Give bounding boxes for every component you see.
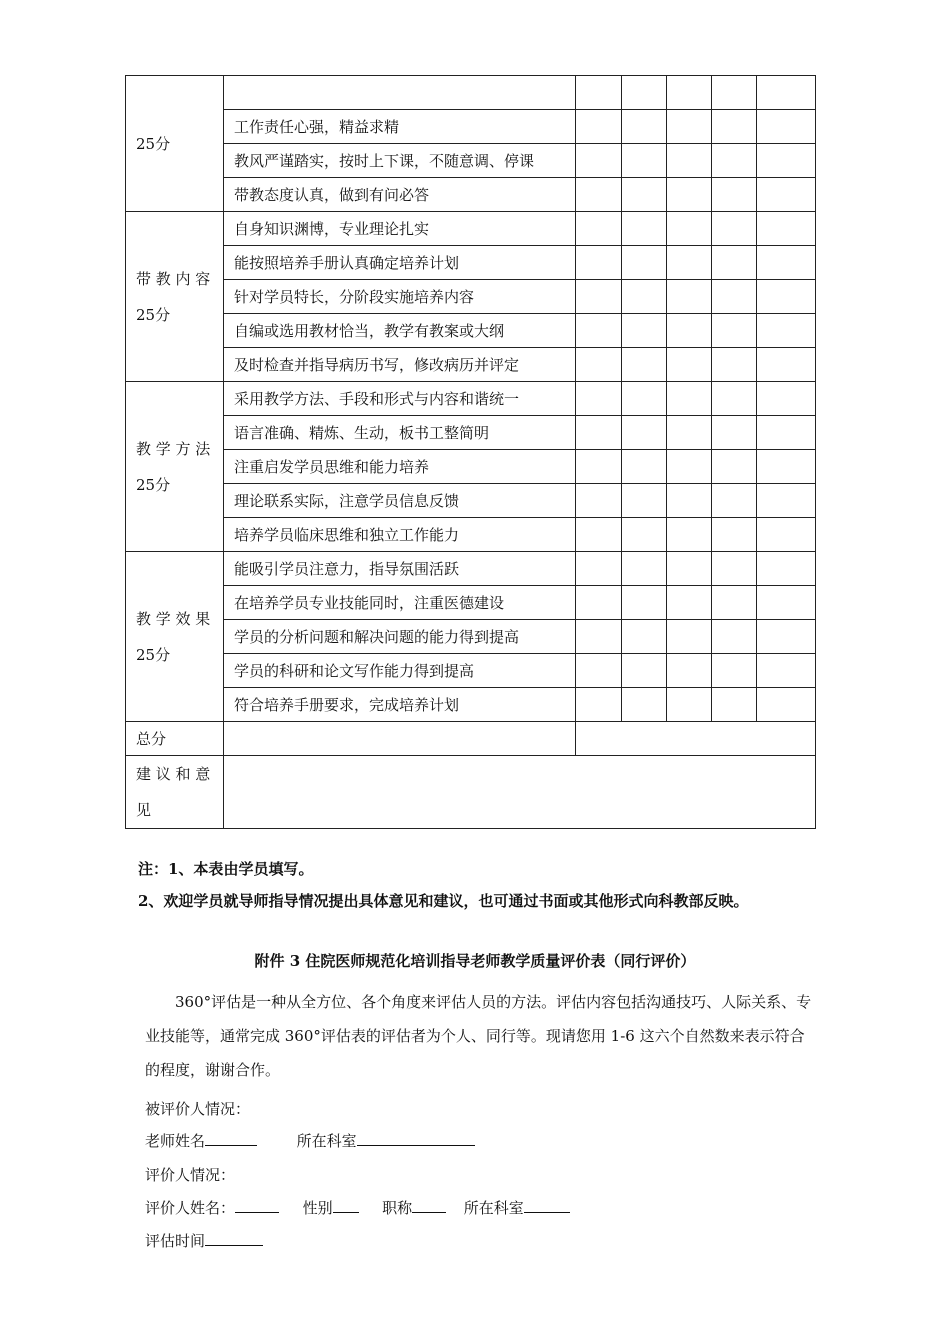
table-row <box>126 586 816 620</box>
rating-cell[interactable] <box>712 314 757 348</box>
rating-cell[interactable] <box>576 654 622 688</box>
rating-cell[interactable] <box>667 654 712 688</box>
rating-cell[interactable] <box>712 110 757 144</box>
rating-cell[interactable] <box>576 314 622 348</box>
rating-cell[interactable] <box>622 110 667 144</box>
rating-cell[interactable] <box>622 382 667 416</box>
rating-cell[interactable] <box>667 552 712 586</box>
rating-cell[interactable] <box>757 586 816 620</box>
table-row <box>126 144 816 178</box>
rating-cell[interactable] <box>712 382 757 416</box>
rating-cell[interactable] <box>622 620 667 654</box>
rating-cell[interactable] <box>622 178 667 212</box>
table-row <box>126 110 816 144</box>
rating-cell[interactable] <box>757 76 816 110</box>
rating-cell[interactable] <box>576 212 622 246</box>
suggestion-label-line1: 建 议 和 意 <box>136 765 211 783</box>
dept-field[interactable] <box>357 1129 475 1146</box>
rating-cell[interactable] <box>622 586 667 620</box>
rating-cell[interactable] <box>667 518 712 552</box>
rating-cell[interactable] <box>667 450 712 484</box>
rating-cell[interactable] <box>667 416 712 450</box>
table-row <box>126 348 816 382</box>
rating-cell[interactable] <box>622 450 667 484</box>
rating-cell[interactable] <box>667 246 712 280</box>
time-row <box>145 1225 263 1257</box>
table-row <box>126 688 816 722</box>
rating-cell[interactable] <box>667 144 712 178</box>
title-field[interactable] <box>412 1196 446 1213</box>
gender-label: 性别 <box>302 1199 333 1217</box>
rating-cell[interactable] <box>576 348 622 382</box>
rating-cell[interactable] <box>667 484 712 518</box>
criterion-cell <box>224 76 576 110</box>
rating-cell[interactable] <box>712 246 757 280</box>
rating-cell[interactable] <box>576 246 622 280</box>
rating-cell[interactable] <box>576 382 622 416</box>
category-score: 25分 <box>136 134 171 153</box>
suggestion-field[interactable] <box>224 756 816 829</box>
category-cell <box>126 76 224 212</box>
category-cell <box>126 212 224 382</box>
rating-cell[interactable] <box>576 416 622 450</box>
notes <box>138 853 748 917</box>
rating-cell[interactable] <box>667 382 712 416</box>
rating-cell[interactable] <box>576 76 622 110</box>
evaluator-name-field[interactable] <box>235 1196 279 1213</box>
dept-label: 所在科室 <box>296 1132 357 1150</box>
criterion-cell: 学员的科研和论文写作能力得到提高 <box>224 654 576 688</box>
rating-cell[interactable] <box>757 280 816 314</box>
table-row <box>126 416 816 450</box>
criterion-cell: 培养学员临床思维和独立工作能力 <box>224 518 576 552</box>
rating-cell[interactable] <box>712 144 757 178</box>
note-line-1: 注：1、本表由学员填写。 <box>138 860 314 878</box>
evaluatee-row <box>145 1125 475 1157</box>
rating-cell[interactable] <box>667 280 712 314</box>
rating-cell[interactable] <box>667 110 712 144</box>
rating-cell[interactable] <box>576 518 622 552</box>
rating-cell[interactable] <box>622 654 667 688</box>
gender-field[interactable] <box>333 1196 359 1213</box>
teacher-name-field[interactable] <box>205 1129 257 1146</box>
evaluator-dept-field[interactable] <box>524 1196 570 1213</box>
suggestion-row <box>126 756 816 829</box>
table-row <box>126 382 816 416</box>
category-name: 教 学 方 法 <box>136 439 211 458</box>
time-field[interactable] <box>205 1229 263 1246</box>
rating-cell[interactable] <box>576 484 622 518</box>
table-row <box>126 212 816 246</box>
rating-cell[interactable] <box>622 280 667 314</box>
rating-cell[interactable] <box>712 178 757 212</box>
rating-cell[interactable] <box>622 416 667 450</box>
rating-cell[interactable] <box>757 212 816 246</box>
evaluation-table <box>125 75 816 829</box>
criterion-cell: 语言准确、精炼、生动，板书工整简明 <box>224 416 576 450</box>
criterion-cell: 带教态度认真，做到有问必答 <box>224 178 576 212</box>
rating-cell[interactable] <box>622 76 667 110</box>
rating-cell[interactable] <box>576 280 622 314</box>
evaluator-row <box>145 1192 570 1224</box>
rating-cell[interactable] <box>757 178 816 212</box>
rating-cell[interactable] <box>757 416 816 450</box>
rating-cell[interactable] <box>576 144 622 178</box>
rating-cell[interactable] <box>712 552 757 586</box>
rating-cell[interactable] <box>667 76 712 110</box>
rating-cell[interactable] <box>712 416 757 450</box>
criterion-cell: 学员的分析问题和解决问题的能力得到提高 <box>224 620 576 654</box>
criterion-cell: 理论联系实际，注意学员信息反馈 <box>224 484 576 518</box>
rating-cell[interactable] <box>576 620 622 654</box>
rating-cell[interactable] <box>712 450 757 484</box>
rating-cell[interactable] <box>757 552 816 586</box>
total-label: 总分 <box>126 722 224 756</box>
rating-cell[interactable] <box>667 348 712 382</box>
rating-cell[interactable] <box>712 76 757 110</box>
rating-cell[interactable] <box>757 688 816 722</box>
criterion-cell: 自身知识渊博，专业理论扎实 <box>224 212 576 246</box>
rating-cell[interactable] <box>757 144 816 178</box>
rating-cell[interactable] <box>576 110 622 144</box>
rating-cell[interactable] <box>757 518 816 552</box>
time-label: 评估时间 <box>145 1232 206 1250</box>
rating-cell[interactable] <box>622 484 667 518</box>
rating-cell[interactable] <box>757 450 816 484</box>
criterion-cell: 在培养学员专业技能同时，注重医德建设 <box>224 586 576 620</box>
rating-cell[interactable] <box>712 212 757 246</box>
criterion-cell: 能吸引学员注意力，指导氛围活跃 <box>224 552 576 586</box>
total-row <box>126 722 816 756</box>
rating-cell[interactable] <box>757 314 816 348</box>
rating-cell[interactable] <box>667 620 712 654</box>
category-cell <box>126 382 224 552</box>
evaluator-dept-label: 所在科室 <box>463 1199 524 1217</box>
title-label: 职称 <box>382 1199 413 1217</box>
suggestion-label-line2: 见 <box>136 801 152 819</box>
rating-cell[interactable] <box>622 212 667 246</box>
rating-cell[interactable] <box>622 314 667 348</box>
table-row <box>126 280 816 314</box>
rating-cell[interactable] <box>712 688 757 722</box>
rating-cell[interactable] <box>712 586 757 620</box>
table-row <box>126 314 816 348</box>
rating-cell[interactable] <box>757 484 816 518</box>
rating-cell[interactable] <box>576 688 622 722</box>
rating-cell[interactable] <box>576 450 622 484</box>
rating-cell[interactable] <box>712 348 757 382</box>
rating-cell[interactable] <box>576 178 622 212</box>
rating-cell[interactable] <box>757 348 816 382</box>
evaluator-name-label: 评价人姓名： <box>145 1199 236 1217</box>
rating-cell[interactable] <box>622 552 667 586</box>
rating-cell[interactable] <box>757 246 816 280</box>
rating-cell[interactable] <box>622 348 667 382</box>
category-name: 带 教 内 容 <box>136 269 211 288</box>
category-name: 教 学 效 果 <box>136 609 211 628</box>
evaluator-heading: 评价人情况： <box>145 1166 236 1184</box>
table-row <box>126 552 816 586</box>
rating-cell[interactable] <box>757 654 816 688</box>
rating-cell[interactable] <box>622 518 667 552</box>
rating-cell[interactable] <box>712 518 757 552</box>
rating-cell[interactable] <box>576 586 622 620</box>
suggestion-label <box>126 756 224 829</box>
rating-cell[interactable] <box>757 110 816 144</box>
rating-cell[interactable] <box>757 620 816 654</box>
category-cell <box>126 552 224 722</box>
rating-cell[interactable] <box>622 144 667 178</box>
total-score-cell[interactable] <box>576 722 816 756</box>
table-row <box>126 518 816 552</box>
teacher-name-label: 老师姓名 <box>145 1132 206 1150</box>
criterion-cell: 及时检查并指导病历书写，修改病历并评定 <box>224 348 576 382</box>
criterion-cell: 工作责任心强，精益求精 <box>224 110 576 144</box>
criterion-cell: 自编或选用教材恰当，教学有教案或大纲 <box>224 314 576 348</box>
criterion-cell: 注重启发学员思维和能力培养 <box>224 450 576 484</box>
evaluatee-heading: 被评价人情况： <box>145 1100 251 1118</box>
table-row <box>126 620 816 654</box>
table-row <box>126 246 816 280</box>
table-row <box>126 484 816 518</box>
rating-cell[interactable] <box>667 212 712 246</box>
rating-cell[interactable] <box>667 586 712 620</box>
table-row <box>126 450 816 484</box>
rating-cell[interactable] <box>667 178 712 212</box>
category-score: 25分 <box>136 475 171 494</box>
criterion-cell: 教风严谨踏实，按时上下课，不随意调、停课 <box>224 144 576 178</box>
table-row <box>126 76 816 110</box>
criterion-cell: 能按照培养手册认真确定培养计划 <box>224 246 576 280</box>
category-score: 25分 <box>136 645 171 664</box>
appendix-title: 附件 3 住院医师规范化培训指导老师教学质量评价表（同行评价） <box>254 952 696 970</box>
category-score: 25分 <box>136 305 171 324</box>
intro-paragraph: 360°评估是一种从全方位、各个角度来评估人员的方法。评估内容包括沟通技巧、人际关系、专业技能等，通常完成 360°评估表的评估者为个人、同行等。现请您用 1-6 这六个自然数来表示符合的程度，谢谢合作。 <box>145 993 812 1079</box>
rating-cell[interactable] <box>757 382 816 416</box>
rating-cell[interactable] <box>712 280 757 314</box>
rating-cell[interactable] <box>622 688 667 722</box>
total-value-cell[interactable] <box>224 722 576 756</box>
rating-cell[interactable] <box>576 552 622 586</box>
table-row <box>126 178 816 212</box>
criterion-cell: 针对学员特长，分阶段实施培养内容 <box>224 280 576 314</box>
rating-cell[interactable] <box>712 484 757 518</box>
rating-cell[interactable] <box>667 688 712 722</box>
rating-cell[interactable] <box>712 620 757 654</box>
criterion-cell: 采用教学方法、手段和形式与内容和谐统一 <box>224 382 576 416</box>
rating-cell[interactable] <box>622 246 667 280</box>
note-line-2: 2、欢迎学员就导师指导情况提出具体意见和建议，也可通过书面或其他形式向科教部反映。 <box>138 892 749 910</box>
rating-cell[interactable] <box>667 314 712 348</box>
rating-cell[interactable] <box>712 654 757 688</box>
table-row <box>126 654 816 688</box>
criterion-cell: 符合培养手册要求，完成培养计划 <box>224 688 576 722</box>
